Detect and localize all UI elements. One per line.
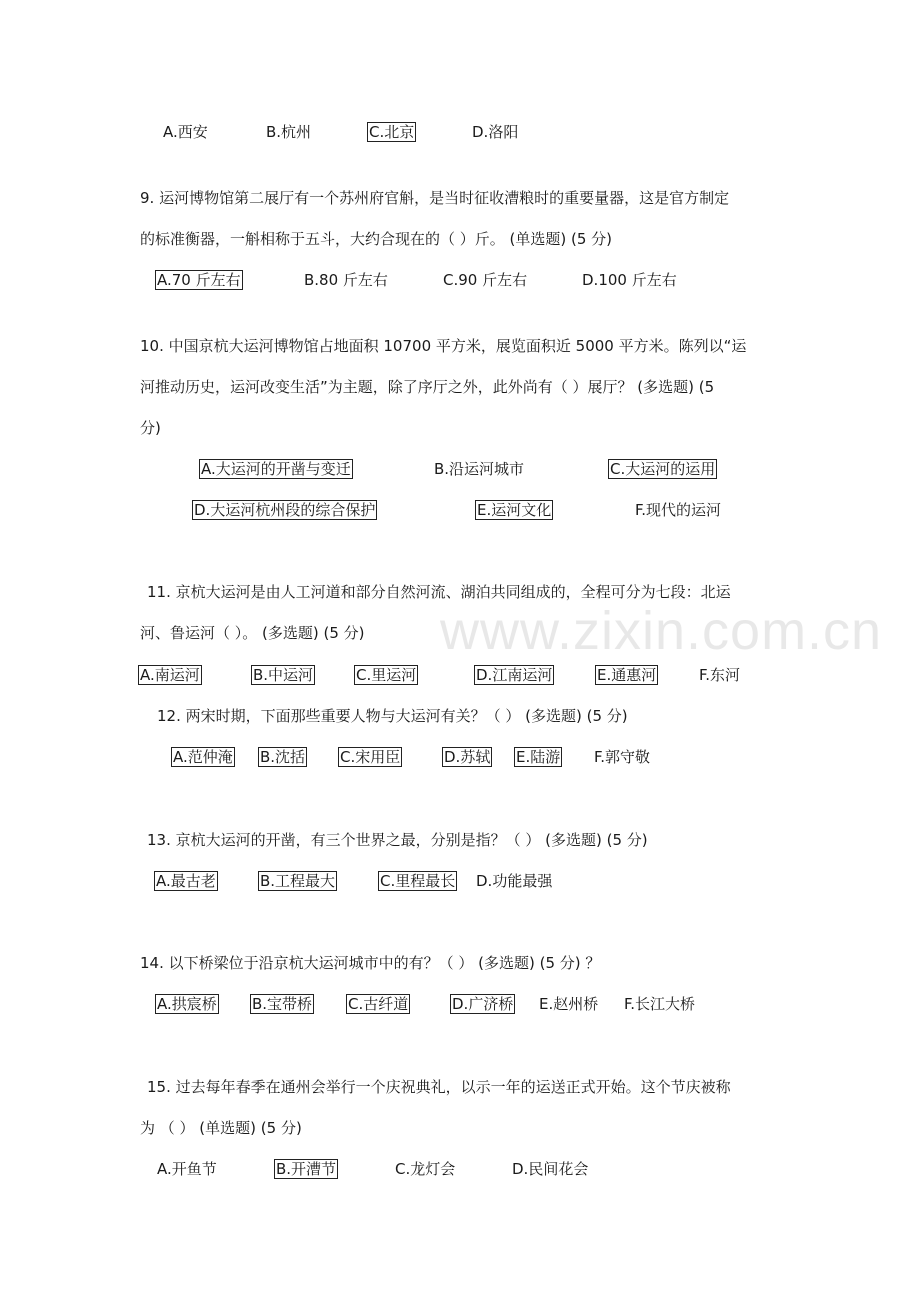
q9-option-d[interactable]: D.100 斤左右 xyxy=(582,271,677,289)
q10-option-c-selected[interactable]: C.大运河的运用 xyxy=(610,460,716,478)
q11-option-c-selected[interactable]: C.里运河 xyxy=(356,666,417,684)
q11-text-line1: 11. 京杭大运河是由人工河道和部分自然河流、湖泊共同组成的，全程可分为七段：北运 xyxy=(147,583,731,601)
q12-option-e-selected[interactable]: E.陆游 xyxy=(516,748,561,766)
q10-option-f[interactable]: F.现代的运河 xyxy=(635,501,721,519)
q11-option-a-selected[interactable]: A.南运河 xyxy=(140,666,200,684)
q11-option-b-selected[interactable]: B.中运河 xyxy=(253,666,314,684)
q14-option-f[interactable]: F.长江大桥 xyxy=(624,995,695,1013)
q14-option-d-selected[interactable]: D.广济桥 xyxy=(452,995,514,1013)
q11-option-d-selected[interactable]: D.江南运河 xyxy=(476,666,553,684)
q15-text-line2: 为 （ ） (单选题) (5 分) xyxy=(140,1119,302,1137)
q12-option-a-selected[interactable]: A.范仲淹 xyxy=(173,748,233,766)
q8-option-a[interactable]: A.西安 xyxy=(163,123,208,141)
q15-option-a[interactable]: A.开鱼节 xyxy=(157,1160,217,1178)
q8-option-d[interactable]: D.洛阳 xyxy=(472,123,519,141)
q11-option-f[interactable]: F.东河 xyxy=(699,666,740,684)
q13-option-c-selected[interactable]: C.里程最长 xyxy=(380,872,456,890)
q12-option-c-selected[interactable]: C.宋用臣 xyxy=(340,748,401,766)
q13-option-d[interactable]: D.功能最强 xyxy=(476,872,553,890)
q12-option-b-selected[interactable]: B.沈括 xyxy=(260,748,306,766)
q9-text-line1: 9. 运河博物馆第二展厅有一个苏州府官斛，是当时征收漕粮时的重要量器，这是官方制定 xyxy=(140,189,730,207)
q15-option-c[interactable]: C.龙灯会 xyxy=(395,1160,456,1178)
q10-text-line1: 10. 中国京杭大运河博物馆占地面积 10700 平方米，展览面积近 5000 平方米。陈列以“运 xyxy=(140,337,747,355)
q10-option-b[interactable]: B.沿运河城市 xyxy=(434,460,525,478)
q9-option-a-selected[interactable]: A.70 斤左右 xyxy=(157,271,241,289)
q10-text-line3: 分) xyxy=(140,419,161,437)
q13-option-b-selected[interactable]: B.工程最大 xyxy=(260,872,336,890)
q8-option-b[interactable]: B.杭州 xyxy=(266,123,312,141)
q10-option-d-selected[interactable]: D.大运河杭州段的综合保护 xyxy=(194,501,376,519)
q11-text-line2: 河、鲁运河（ ）。 (多选题) (5 分) xyxy=(140,624,365,642)
q15-option-d[interactable]: D.民间花会 xyxy=(512,1160,589,1178)
q15-text-line1: 15. 过去每年春季在通州会举行一个庆祝典礼，以示一年的运送正式开始。这个节庆被称 xyxy=(147,1078,731,1096)
q14-option-e[interactable]: E.赵州桥 xyxy=(539,995,599,1013)
q8-option-c-selected[interactable]: C.北京 xyxy=(369,123,415,141)
q10-text-line2: 河推动历史，运河改变生活”为主题，除了序厅之外，此外尚有（ ）展厅？ (多选题) (5 xyxy=(140,378,715,396)
q12-option-d-selected[interactable]: D.苏轼 xyxy=(444,748,491,766)
q15-option-b-selected[interactable]: B.开漕节 xyxy=(276,1160,337,1178)
q14-text-line1: 14. 以下桥梁位于沿京杭大运河城市中的有？（ ） (多选题) (5 分) ？ xyxy=(140,954,601,972)
q13-text-line1: 13. 京杭大运河的开凿，有三个世界之最，分别是指？（ ） (多选题) (5 分) xyxy=(147,831,648,849)
q10-option-e-selected[interactable]: E.运河文化 xyxy=(477,501,552,519)
q14-option-a-selected[interactable]: A.拱宸桥 xyxy=(157,995,217,1013)
q10-option-a-selected[interactable]: A.大运河的开凿与变迁 xyxy=(201,460,351,478)
watermark: www.zixin.com.cn xyxy=(440,601,883,661)
q9-text-line2: 的标准衡器，一斛相称于五斗，大约合现在的（ ）斤。 (单选题) (5 分) xyxy=(140,230,613,248)
q13-option-a-selected[interactable]: A.最古老 xyxy=(156,872,216,890)
q11-option-e-selected[interactable]: E.通惠河 xyxy=(597,666,657,684)
q9-option-c[interactable]: C.90 斤左右 xyxy=(443,271,528,289)
q9-option-b[interactable]: B.80 斤左右 xyxy=(304,271,388,289)
q14-option-b-selected[interactable]: B.宝带桥 xyxy=(252,995,313,1013)
q12-option-f[interactable]: F.郭守敬 xyxy=(594,748,650,766)
q12-text-line1: 12. 两宋时期，下面那些重要人物与大运河有关？（ ） (多选题) (5 分) xyxy=(157,707,628,725)
q14-option-c-selected[interactable]: C.古纤道 xyxy=(348,995,409,1013)
